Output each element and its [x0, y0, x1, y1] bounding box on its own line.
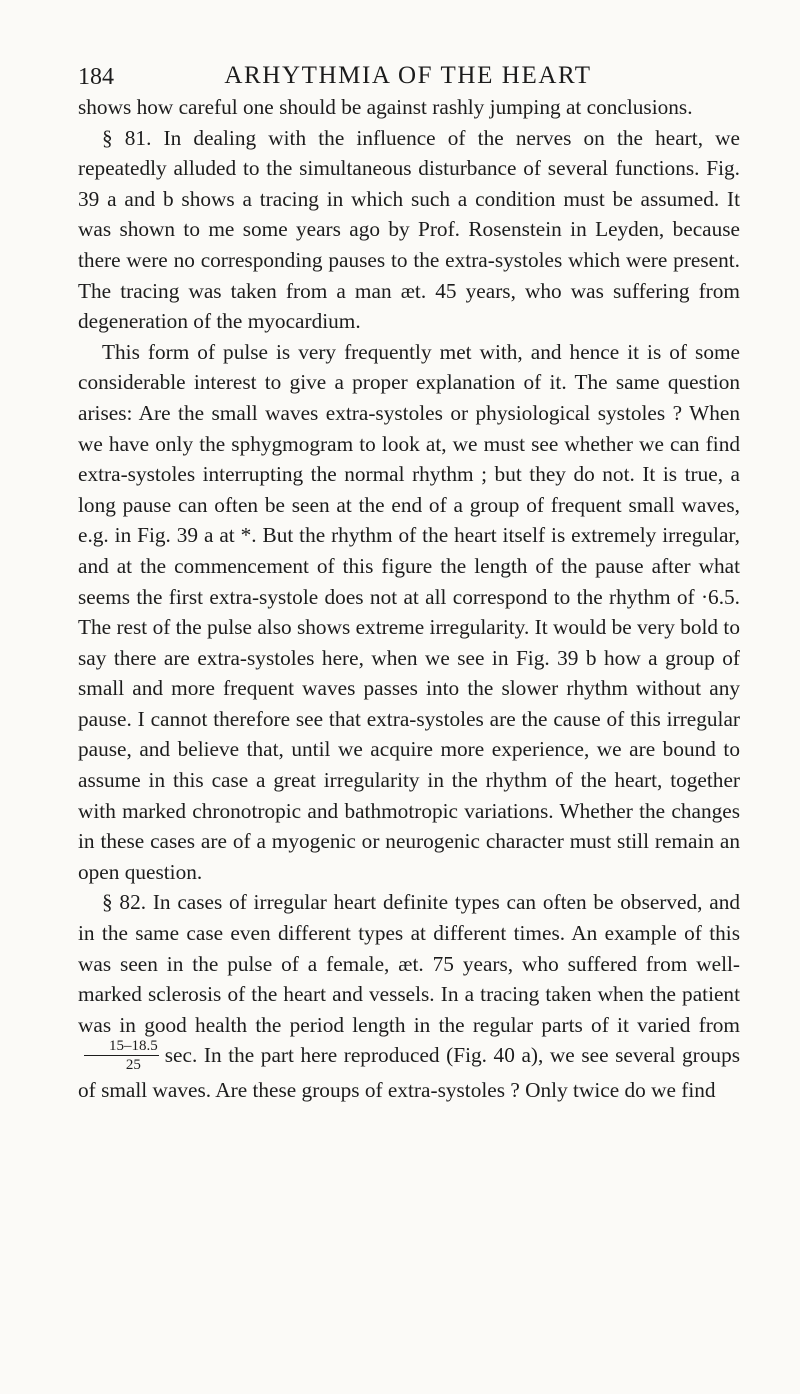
paragraph-section-81: § 81. In dealing with the influence of the nerves on the heart, we repeatedly alluded to the simultaneous disturbance of several functions. Fig. 39 a and b shows a tracing in which such a condition must be assumed. It was shown to me some years ago by Prof. Rosenstein in Leyden, because there were no corresponding pauses to the extra-systoles which were present. The tracing was taken from a man æt. 45 years, who was suffering from degeneration of the myocardium.	[78, 125, 740, 334]
page-header	[78, 62, 738, 96]
body-text	[78, 92, 740, 1105]
running-title: ARHYTHMIA OF THE HEART	[224, 62, 592, 89]
page-number: 184	[78, 64, 114, 90]
paragraph-continuation: shows how careful one should be against rashly jumping at conclusions.	[78, 95, 693, 119]
paragraph-section-82	[78, 887, 740, 1105]
section-82-text-before: § 82. In cases of irregular heart definite types can often be observed, and in the same case even different types at different times. An example of this was seen in the pulse of a female, æt. 75 years, who suffered from well-marked sclerosis of the heart and vessels. In a tracing taken when the patient was in good health the period length in the regular parts of it varied from	[78, 890, 740, 1037]
paragraph-pulse-form: This form of pulse is very frequently met with, and hence it is of some considerable interest to give a proper explanation of it. The same question arises: Are the small waves extra-systoles or physiological systoles ? When we have only the sphygmogram to look at, we must see whether we can find extra-systoles interrupting the normal rhythm ; but they do not. It is true, a long pause can often be seen at the end of a group of frequent small waves, e.g. in Fig. 39 a at *. But the rhythm of the heart itself is extremely irregular, and at the commencement of this figure the length of the pause after what seems the first extra-systole does not at all correspond to the rhythm of ·6.5. The rest of the pulse also shows extreme irregularity. It would be very bold to say there are extra-systoles here, when we see in Fig. 39 b how a group of small and more frequent waves passes into the slower rhythm without any pause. I cannot therefore see that extra-systoles are the cause of this irregular pause, and believe that, until we acquire more experience, we are bound to assume in this case a great irregularity in the rhythm of the heart, together with marked chronotropic and bathmotropic variations. Whether the changes in these cases are of a myogenic or neurogenic character must still remain an open question.	[78, 339, 740, 884]
section-82-text-after: sec. In the part here reproduced (Fig. 40 a), we see several groups of small waves. Are these groups of extra-systoles ? Only twice do we find	[78, 1043, 740, 1102]
period-fraction	[84, 1039, 159, 1073]
fraction-denominator: 25	[125, 1056, 141, 1073]
fraction-numerator: 15–18.5	[84, 1039, 159, 1056]
